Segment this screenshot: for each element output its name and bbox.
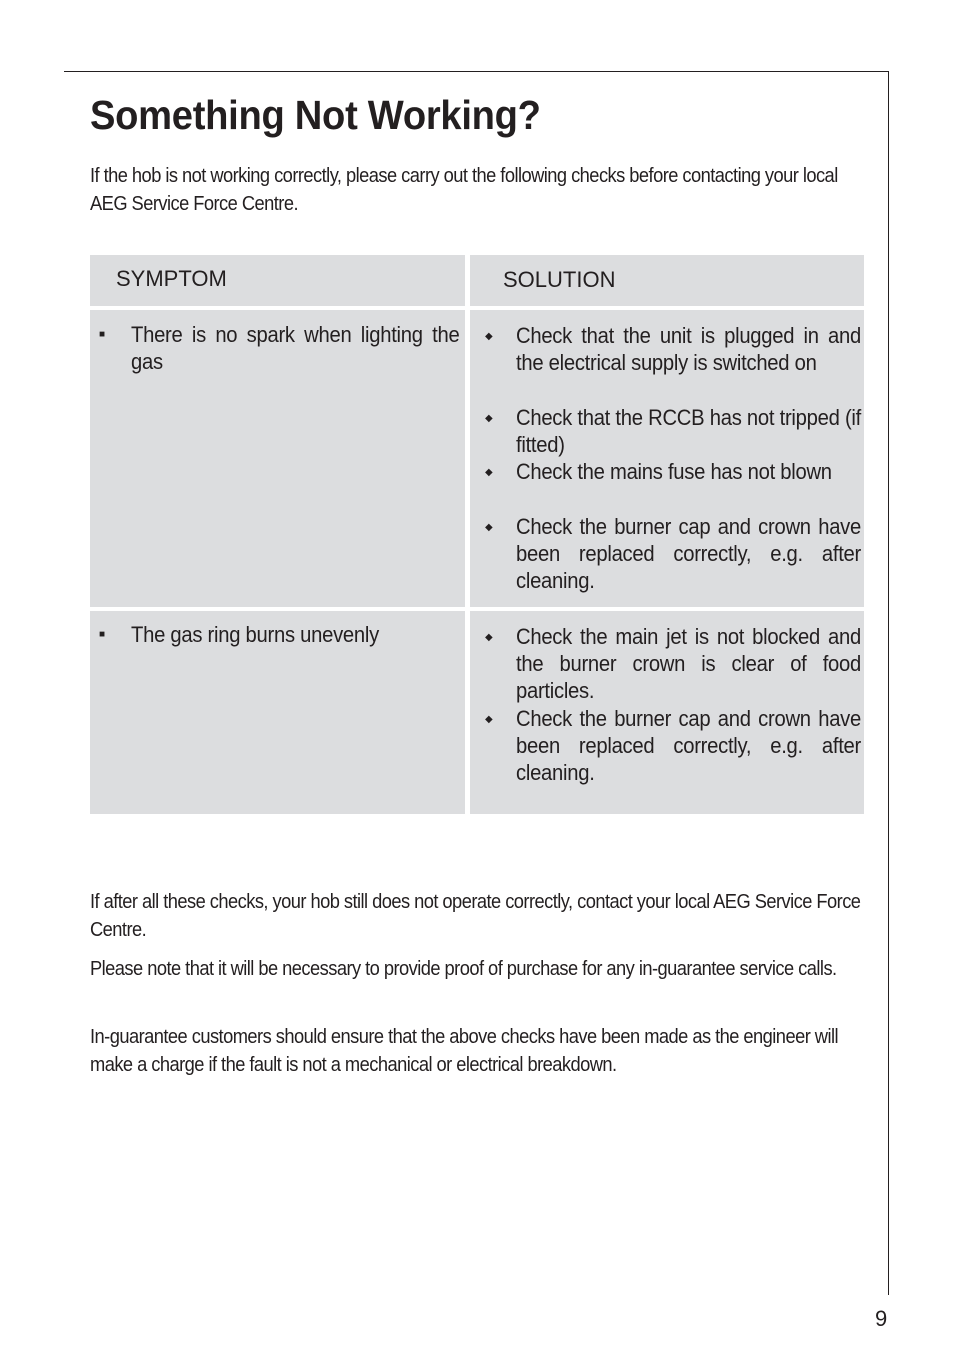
header-solution: SOLUTION xyxy=(503,267,616,292)
diamond-bullet-icon: ◆ xyxy=(485,522,493,533)
diamond-bullet-icon: ◆ xyxy=(485,467,493,478)
diamond-bullet-icon: ◆ xyxy=(485,331,493,342)
table-row-2-solution-cell xyxy=(470,611,864,814)
after-checks-paragraph: If after all these checks, your hob still does not operate correctly, contact your local AEG Service Force Centre. xyxy=(90,891,861,941)
page-number: 9 xyxy=(875,1306,888,1331)
diamond-bullet-icon: ◆ xyxy=(485,632,493,643)
header-cell-solution xyxy=(470,255,864,306)
proof-of-purchase-paragraph: Please note that it will be necessary to provide proof of purchase for any in-guarantee service calls. xyxy=(90,958,837,980)
square-bullet-icon: ■ xyxy=(99,629,106,640)
intro-paragraph: If the hob is not working correctly, please carry out the following checks before contacting your local AEG Service Force Centre. xyxy=(90,165,838,215)
diamond-bullet-icon: ◆ xyxy=(485,413,493,424)
solution-text: Check the main jet is not blocked and the burner crown is clear of food particles. xyxy=(516,624,861,703)
header-symptom: SYMPTOM xyxy=(116,266,227,291)
table-row-1-symptom-cell xyxy=(90,310,465,607)
symptom-text: There is no spark when lighting the gas xyxy=(131,322,460,374)
solution-text: Check that the unit is plugged in and the electrical supply is switched on xyxy=(516,323,861,375)
diamond-bullet-icon: ◆ xyxy=(485,714,493,725)
page-title: Something Not Working? xyxy=(90,92,541,138)
square-bullet-icon: ■ xyxy=(99,329,106,340)
table-row-1-solution-cell xyxy=(470,310,864,607)
right-rule xyxy=(888,71,889,1295)
solution-text: Check the burner cap and crown have been replaced correctly, e.g. after cleaning. xyxy=(516,514,861,593)
solution-text: Check that the RCCB has not tripped (if fitted) xyxy=(516,405,861,457)
solution-text: Check the mains fuse has not blown xyxy=(516,459,832,484)
symptom-text: The gas ring burns unevenly xyxy=(131,622,379,647)
engineer-charge-paragraph: In-guarantee customers should ensure that the above checks have been made as the engineer will make a charge if the fault is not a mechanical or electrical breakdown. xyxy=(90,1026,838,1076)
top-rule xyxy=(64,71,889,72)
table-row-2-symptom-cell xyxy=(90,611,465,814)
solution-text: Check the burner cap and crown have been replaced correctly, e.g. after cleaning. xyxy=(516,706,861,785)
header-cell-symptom xyxy=(90,255,465,306)
